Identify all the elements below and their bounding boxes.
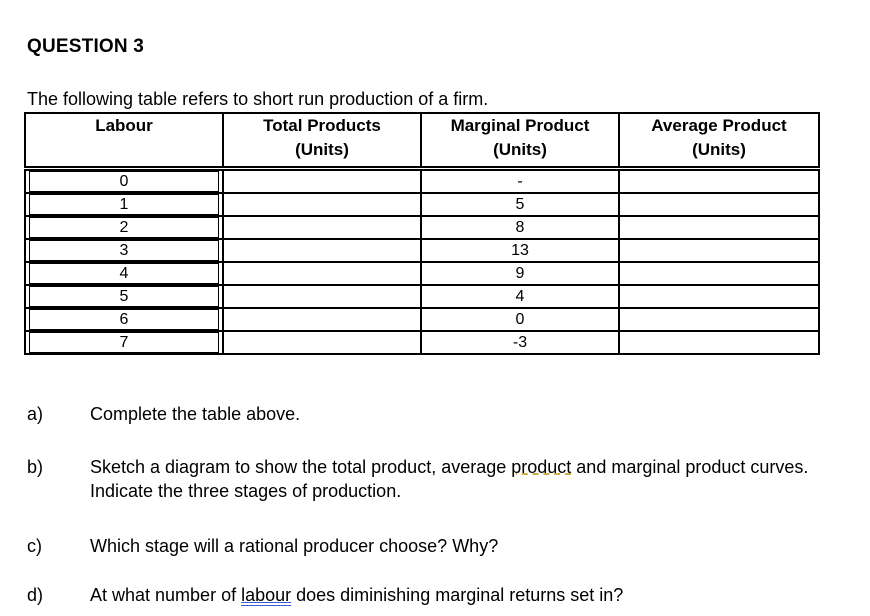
header-marginal-product-line2: (Units): [493, 140, 547, 159]
spellcheck-marked-word[interactable]: product: [511, 457, 572, 477]
labour-cell: [25, 169, 223, 194]
question-a-text: Complete the table above.: [90, 404, 301, 424]
total-product-cell[interactable]: [223, 239, 421, 262]
labour-value: 0: [29, 171, 219, 192]
labour-cell: [25, 216, 223, 239]
marginal-product-cell: 8: [421, 216, 619, 239]
labour-value: 3: [29, 240, 219, 261]
table-row: [25, 239, 819, 262]
labour-cell: [25, 262, 223, 285]
labour-cell: [25, 331, 223, 354]
table-row: [25, 169, 819, 194]
question-d-text-start: At what number of: [90, 585, 242, 605]
labour-cell: [25, 193, 223, 216]
header-labour: [25, 113, 223, 169]
marginal-product-cell: 9: [421, 262, 619, 285]
table-row: [25, 216, 819, 239]
header-marginal-product-line1: Marginal Product: [450, 116, 590, 135]
header-total-products-line1: Total Products: [263, 116, 381, 135]
question-b-letter: b): [27, 457, 44, 477]
total-product-cell[interactable]: [223, 308, 421, 331]
average-product-cell[interactable]: [619, 331, 819, 354]
question-b-text-end: and marginal product curves. Indicate the three stages of production.: [90, 457, 809, 501]
average-product-cell[interactable]: [619, 169, 819, 194]
average-product-cell[interactable]: [619, 239, 819, 262]
header-average-product-line1: Average Product: [651, 116, 787, 135]
labour-cell: [25, 239, 223, 262]
labour-value: 6: [29, 309, 219, 330]
average-product-cell[interactable]: [619, 193, 819, 216]
marginal-product-cell: -: [421, 169, 619, 194]
labour-cell: [25, 308, 223, 331]
question-c-letter: c): [27, 536, 42, 556]
table-row: [25, 262, 819, 285]
total-product-cell[interactable]: [223, 262, 421, 285]
average-product-cell[interactable]: [619, 216, 819, 239]
table-row: [25, 331, 819, 354]
question-b-text: [90, 455, 830, 503]
average-product-cell[interactable]: [619, 285, 819, 308]
labour-value: 5: [29, 286, 219, 307]
table-intro-text: The following table refers to short run production of a firm.: [27, 89, 489, 109]
question-d-letter: d): [27, 585, 44, 605]
spellcheck-marked-word[interactable]: labour: [241, 585, 292, 605]
total-product-cell[interactable]: [223, 216, 421, 239]
question-c-text: Which stage will a rational producer choose? Why?: [90, 536, 499, 556]
question-heading: QUESTION 3: [27, 36, 145, 57]
question-d-text-end: does diminishing marginal returns set in?: [291, 585, 624, 605]
total-product-cell[interactable]: [223, 169, 421, 194]
labour-cell: [25, 285, 223, 308]
labour-value: 1: [29, 194, 219, 215]
marginal-product-cell: 13: [421, 239, 619, 262]
marginal-product-cell: 5: [421, 193, 619, 216]
total-product-cell[interactable]: [223, 285, 421, 308]
total-product-cell[interactable]: [223, 331, 421, 354]
header-average-product: [619, 113, 819, 169]
total-product-cell[interactable]: [223, 193, 421, 216]
labour-value: 4: [29, 263, 219, 284]
question-a-letter: a): [27, 404, 44, 424]
question-b-text-start: Sketch a diagram to show the total product, average: [90, 457, 512, 477]
production-table: [24, 112, 820, 355]
table-header-row: [25, 113, 819, 169]
marginal-product-cell: -3: [421, 331, 619, 354]
labour-value: 2: [29, 217, 219, 238]
header-total-products: [223, 113, 421, 169]
average-product-cell[interactable]: [619, 308, 819, 331]
table-row: [25, 193, 819, 216]
marginal-product-cell: 4: [421, 285, 619, 308]
labour-value: 7: [29, 332, 219, 353]
header-marginal-product: [421, 113, 619, 169]
header-total-products-line2: (Units): [295, 140, 349, 159]
marginal-product-cell: 0: [421, 308, 619, 331]
average-product-cell[interactable]: [619, 262, 819, 285]
header-labour-line1: Labour: [95, 116, 153, 135]
header-average-product-line2: (Units): [692, 140, 746, 159]
table-row: [25, 308, 819, 331]
table-row: [25, 285, 819, 308]
question-d-text: [90, 583, 830, 607]
